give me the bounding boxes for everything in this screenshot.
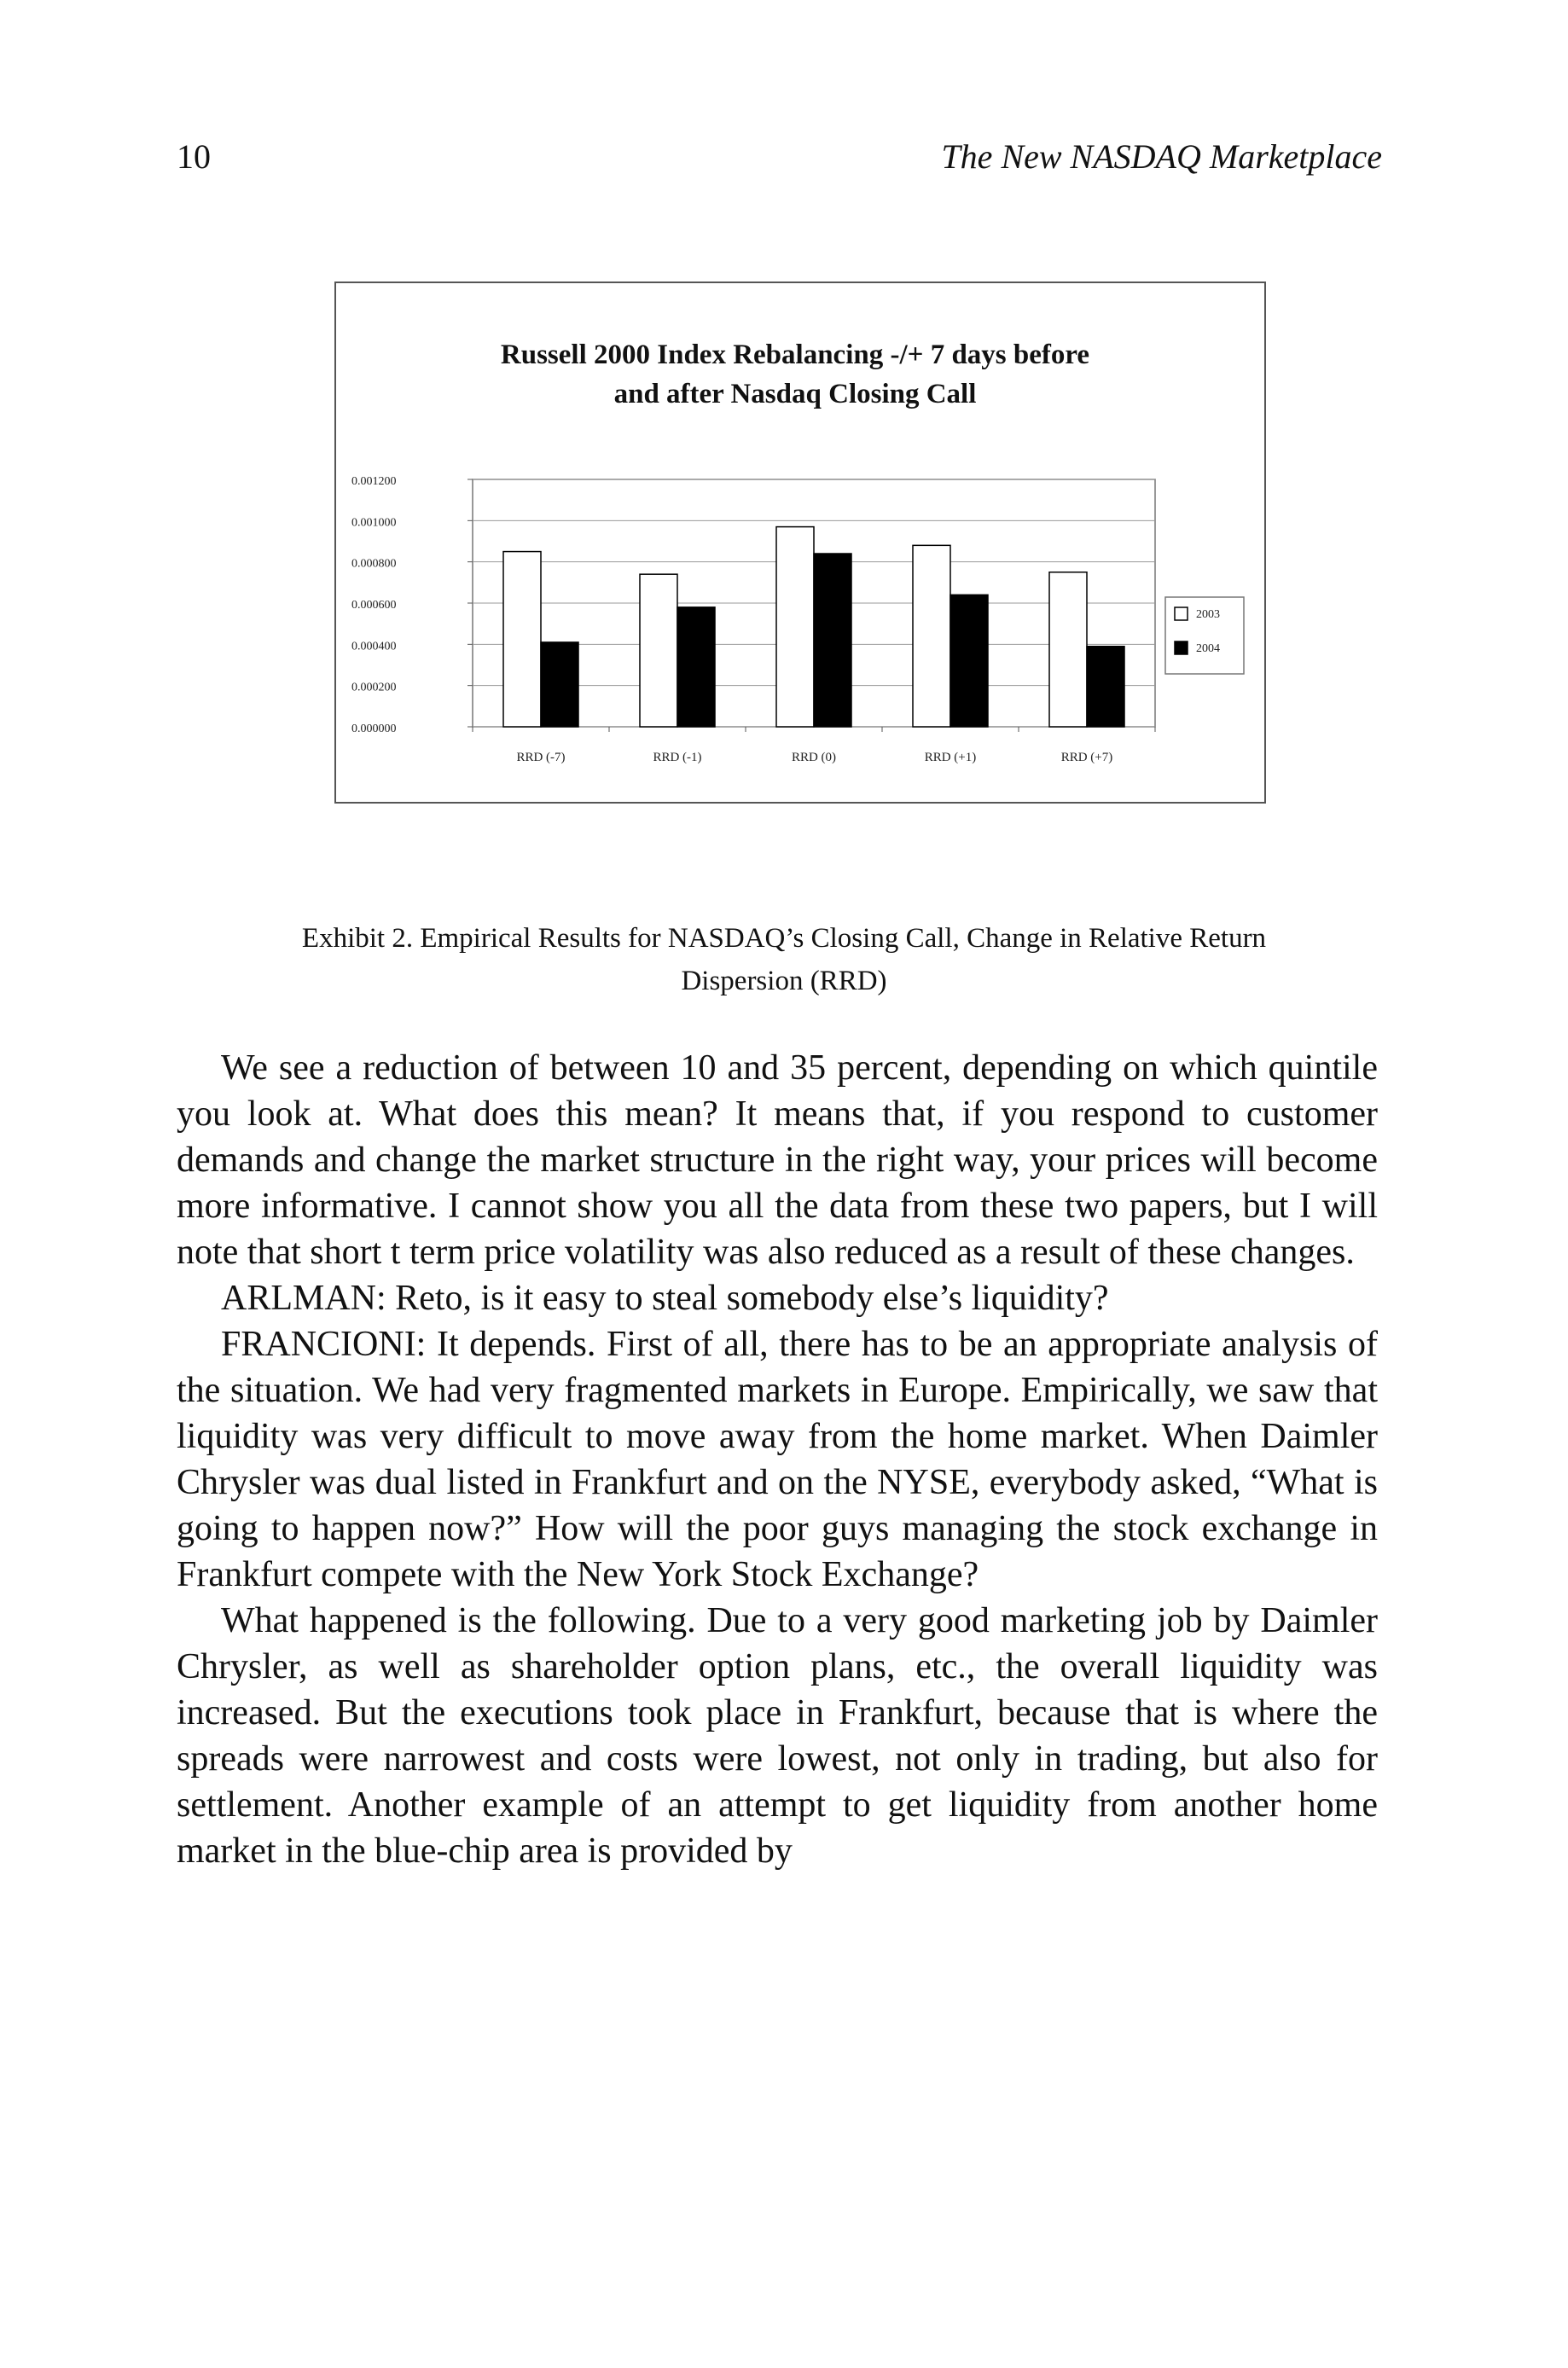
bar-2003: [640, 574, 677, 727]
bar-2003: [1049, 572, 1087, 727]
paragraph-4: What happened is the following. Due to a very good marketing job by Daimler Chrysler, as well as shareholder option plans, etc., the overall liquidity was increased. But the executions took place in Frankfurt, because that is where the spreads were narrowest and costs were lowest, not only in trading, but also for settlement. Another example of an attempt to get liquidity from another home market in the blue-chip area is provided by: [177, 1601, 1378, 1871]
bar-2003: [913, 545, 950, 727]
bar-2003: [776, 527, 814, 727]
figure-caption: [239, 917, 1329, 1002]
paragraph-1: We see a reduction of between 10 and 35 percent, depending on which quintile you look at. What does this mean? It means that, if you respond to customer demands and change the market structure in the right way, your prices will become more informative. I cannot show you all the data from these two papers, but I will note that short t term price volatility was also reduced as a result of these changes.: [177, 1048, 1378, 1272]
chart-figure: [334, 281, 1266, 804]
caption-line-2: Dispersion (RRD): [681, 966, 887, 996]
bar-2004: [541, 642, 578, 727]
legend-swatch-2004: [1175, 641, 1188, 654]
body-text: [177, 1045, 1378, 1874]
legend-swatch-2003: [1175, 607, 1188, 620]
x-tick-label: RRD (+1): [924, 751, 977, 764]
paragraph-2: ARLMAN: Reto, is it easy to steal somebody else’s liquidity?: [221, 1279, 1109, 1318]
bar-2003: [503, 552, 541, 727]
caption-line-1: Exhibit 2. Empirical Results for NASDAQ’s Closing Call, Change in Relative Return: [301, 923, 1267, 954]
chart-title-line1: Russell 2000 Index Rebalancing -/+ 7 days before: [500, 340, 1090, 370]
chart-title-line2: and after Nasdaq Closing Call: [613, 379, 977, 409]
paragraph-3: FRANCIONI: It depends. First of all, there has to be an appropriate analysis of the situation. We had very fragmented markets in Europe. Empirically, we saw that liquidity was very difficult to move away from the home market. When Daimler Chrysler was dual listed in Frankfurt and on the NYSE, everybody asked, “What is going to happen now?” How will the poor guys managing the stock exchange in Frankfurt compete with the New York Stock Exchange?: [177, 1325, 1378, 1594]
x-tick-label: RRD (-7): [516, 751, 566, 764]
y-tick-label: 0.000200: [351, 681, 397, 694]
x-tick-label: RRD (0): [791, 751, 837, 764]
bar-2004: [950, 595, 988, 727]
x-tick-label: RRD (-1): [653, 751, 702, 764]
legend-label-2004: 2004: [1196, 642, 1220, 655]
running-title: The New NASDAQ Marketplace: [941, 137, 1382, 176]
x-tick-label: RRD (+7): [1060, 751, 1113, 764]
y-tick-label: 0.000400: [351, 640, 397, 653]
bar-2004: [677, 607, 715, 727]
y-tick-label: 0.001200: [351, 475, 397, 488]
bar-chart: [336, 283, 1264, 802]
y-tick-label: 0.001000: [351, 516, 397, 530]
bar-2004: [814, 554, 851, 727]
page-number: 10: [177, 137, 211, 176]
y-tick-label: 0.000000: [351, 723, 397, 735]
legend-label-2003: 2003: [1196, 608, 1220, 621]
y-tick-label: 0.000600: [351, 599, 397, 612]
y-tick-label: 0.000800: [351, 557, 397, 571]
bar-2004: [1087, 647, 1124, 727]
chart-plot-area: [351, 475, 1244, 764]
